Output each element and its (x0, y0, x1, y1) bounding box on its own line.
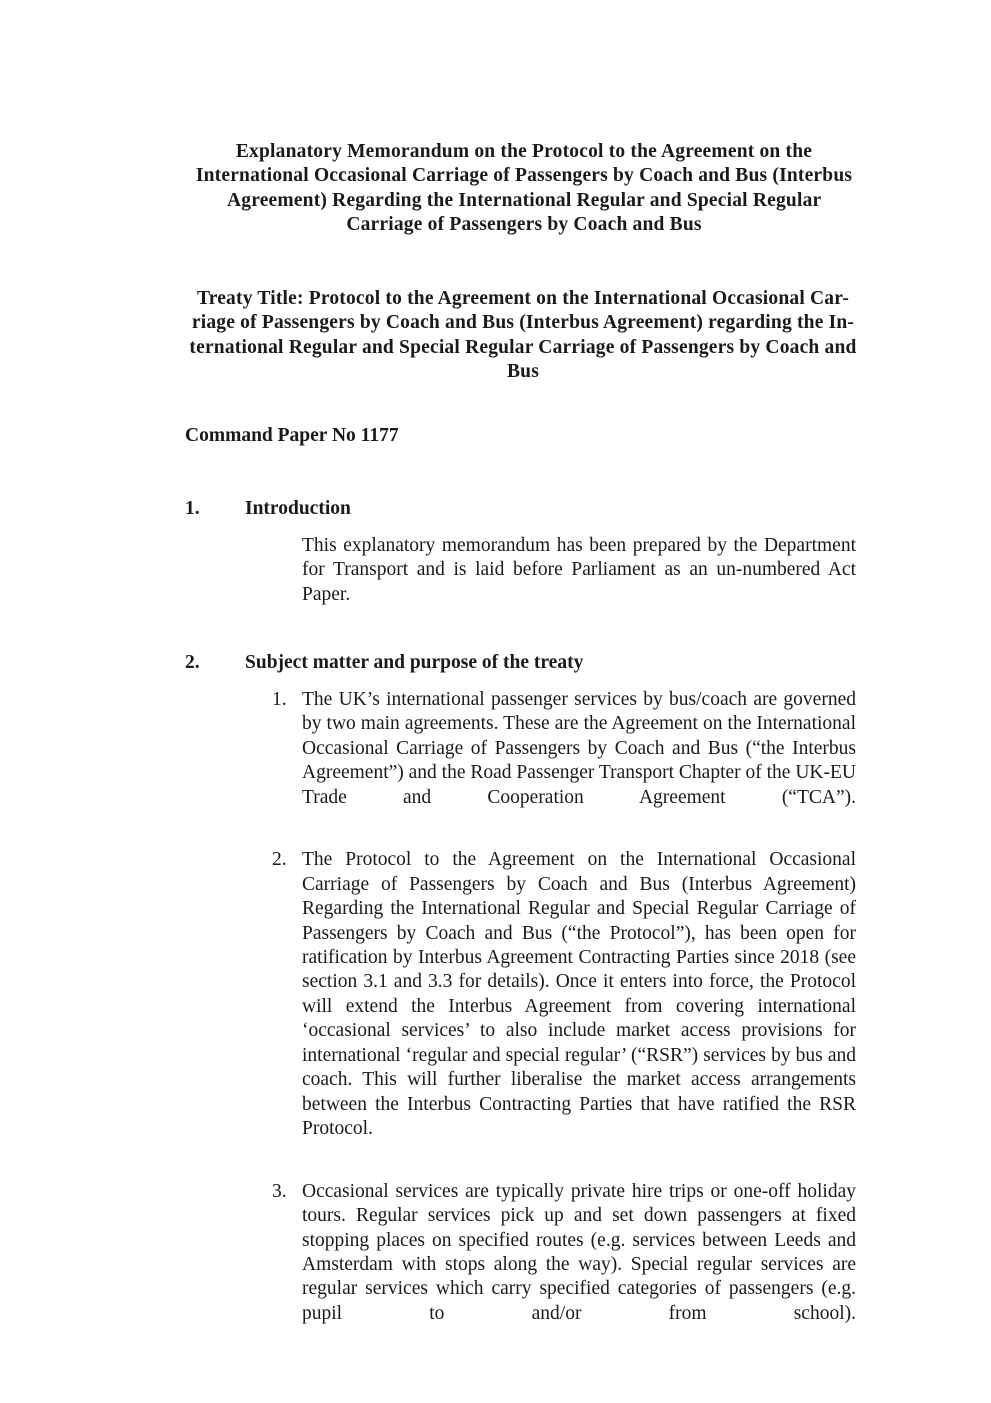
list-item (272, 848, 856, 1165)
section-heading-subject-matter (185, 651, 865, 675)
introduction-paragraph: This explanatory memorandum has been prepared by the Department for Transport and is laid before Parliament as an un-numbered Act Paper. (302, 535, 856, 605)
command-paper-number: Command Paper No 1177 (185, 425, 399, 446)
section-heading-introduction (185, 497, 865, 521)
subject-matter-list (272, 688, 856, 1351)
list-item-marker: 1. (272, 689, 287, 710)
section-number-1: 1. (185, 498, 200, 519)
document-title-line-4: Carriage of Passengers by Coach and Bus (346, 214, 702, 236)
document-title-line-1: Explanatory Memorandum on the Protocol to the Agreement on the (235, 141, 813, 162)
document-title-line-2: International Occasional Carriage of Passengers by Coach and Bus (Interbus (195, 165, 853, 187)
treaty-title-line-3: ternational Regular and Special Regular Carriage of Passengers by Coach and (189, 336, 857, 358)
treaty-title-line-4: Bus (506, 361, 540, 383)
list-item-marker: 3. (272, 1180, 287, 1202)
document-title-line-3: Agreement) Regarding the International Regular and Special Regular (226, 189, 822, 211)
list-item-text: The UK’s international passenger services by bus/coach are governed by two main agreements. These are the Agreement on the International Occasional Carriage of Passengers by Coach and Bus (“the Interbus Agreement”) and the Road Passenger Transport Chapter of the UK-EU Trade and Cooperation Agreement (“TCA”). (302, 689, 856, 808)
list-item (272, 688, 856, 834)
section-title-1: Introduction (245, 498, 351, 519)
list-item-text: Occasional services are typically private hire trips or one-off holiday tours. Regular services pick up and set down passengers at fixed stopping places on specified routes (e.g. services between Leeds and Amsterdam with stops along the way). Special regular services are regular services which carry specified categories of passengers (e.g. pupil to and/or from school). (302, 1180, 856, 1324)
treaty-title (188, 287, 858, 385)
list-item (272, 1180, 856, 1351)
list-item-text: The Protocol to the Agreement on the International Occasional Carriage of Passengers by Coach and Bus (Interbus Agreement) Regarding the International Regular and Special Regular Carriage of Passengers by Coach and Bus (“the Protocol”), has been open for ratification by Interbus Agreement Contracting Parties since 2018 (see section 3.1 and 3.3 for details). Once it enters into force, the Protocol will extend the Interbus Agreement from covering international ‘occasional services’ to also include market access provisions for international ‘regular and special regular’ (“RSR”) services by bus and coach. This will further liberalise the market access arrangements between the Interbus Contracting Parties that have ratified the RSR Protocol. (302, 849, 856, 1139)
section-number-2: 2. (185, 652, 200, 673)
section-title-2: Subject matter and purpose of the treaty (245, 652, 584, 673)
treaty-title-line-1: Treaty Title: Protocol to the Agreement on the International Occasional Car- (196, 288, 850, 309)
list-item-marker: 2. (272, 849, 287, 871)
document-title (188, 140, 860, 238)
treaty-title-line-2: riage of Passengers by Coach and Bus (Interbus Agreement) regarding the In- (191, 312, 855, 334)
